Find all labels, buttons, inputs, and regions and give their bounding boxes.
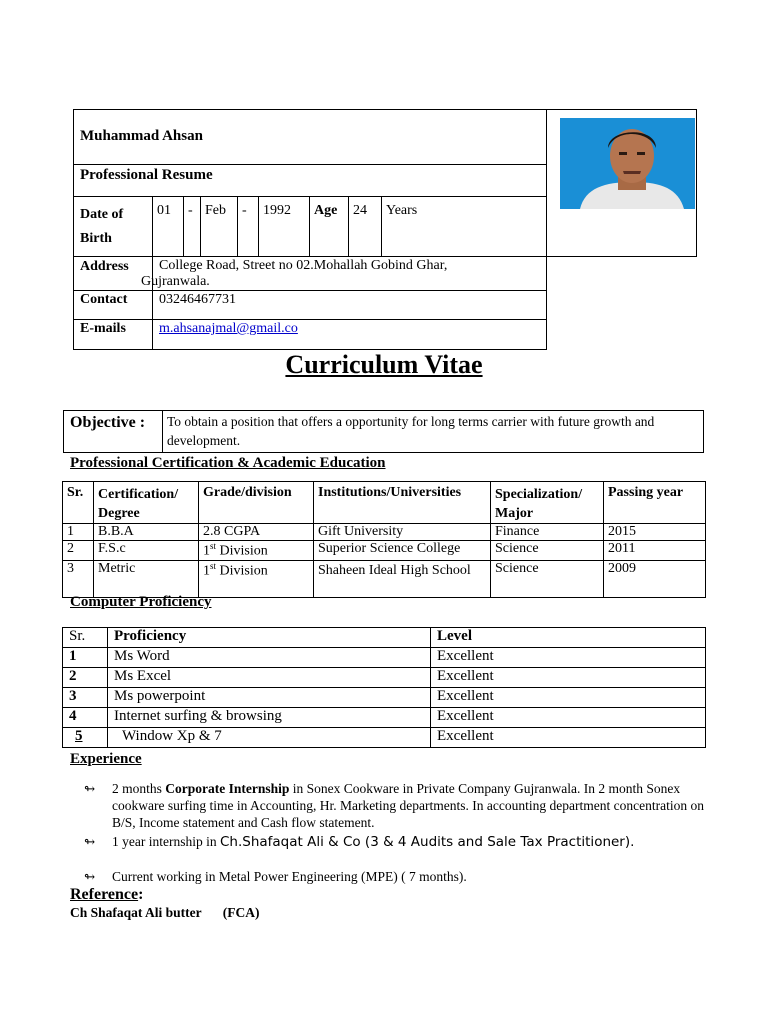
cp-skill: Window Xp & 7 — [108, 728, 431, 748]
edu-header-major-label: Specialization/ Major — [495, 487, 583, 521]
cp-header-sr: Sr. — [63, 628, 108, 648]
cp-header-skill-label: Proficiency — [114, 628, 187, 644]
computer-heading: Computer Proficiency — [70, 594, 212, 610]
edu-header-year-label: Passing year — [608, 485, 684, 500]
edu-header-year — [604, 482, 706, 524]
edu-grade-cell — [199, 541, 314, 561]
cp-sr-cell — [63, 728, 108, 748]
address-line1: College Road, Street no 02.Mohallah Gobind Ghar, — [159, 258, 448, 273]
address-label: Address — [80, 259, 129, 274]
table-row — [63, 708, 706, 728]
contact-value: 03246467731 — [153, 291, 547, 320]
exp1-bold: Corporate Internship — [165, 781, 290, 796]
name-cell — [74, 110, 547, 165]
table-row — [63, 524, 706, 541]
edu-header-grade-label: Grade/division — [203, 485, 292, 500]
cp-level: Excellent — [431, 668, 706, 688]
objective-text: To obtain a position that offers a opportunity for long terms carrier with future growth and development. — [163, 411, 704, 453]
cp-sr-cell — [63, 708, 108, 728]
cp-level: Excellent — [431, 728, 706, 748]
age-unit: Years — [382, 197, 547, 257]
edu-grade-rest: Division — [216, 563, 268, 579]
reference-heading: Reference — [70, 886, 139, 903]
edu-header-degree-label: Certification/ Degree — [98, 487, 179, 521]
reference-title: (FCA) — [222, 905, 260, 920]
experience-text-2 — [112, 833, 672, 851]
reference-name: Ch Shafaqat Ali butter — [70, 905, 202, 920]
header-table — [73, 109, 547, 350]
table-row — [63, 728, 706, 748]
cp-skill: Ms Word — [108, 648, 431, 668]
reference-colon: : — [138, 886, 144, 903]
edu-header-grade — [199, 482, 314, 524]
edu-grade-sup: st — [210, 541, 217, 551]
edu-major: Science — [491, 541, 604, 561]
objective-table — [63, 410, 704, 453]
table-row — [63, 648, 706, 668]
contact-label-cell — [74, 291, 153, 320]
edu-grade-rest: Division — [216, 543, 268, 559]
age-label-cell — [310, 197, 349, 257]
bullet-arrow-icon: ↬ — [84, 869, 95, 884]
cp-sr: 4 — [69, 708, 77, 724]
cp-skill: Internet surfing & browsing — [108, 708, 431, 728]
address-line2: Gujranwala. — [141, 274, 210, 289]
edu-grade-sup: st — [210, 560, 217, 571]
experience-item-1 — [84, 780, 708, 831]
bullet-arrow-icon: ↬ — [84, 781, 95, 796]
reference-line — [70, 905, 260, 921]
experience-text-1 — [112, 780, 708, 831]
edu-major: Science — [491, 560, 604, 597]
cp-sr-cell — [63, 648, 108, 668]
resume-subtitle: Professional Resume — [80, 167, 213, 183]
portrait-svg — [560, 118, 695, 209]
table-row — [63, 668, 706, 688]
cp-sr-cell — [63, 668, 108, 688]
cp-level: Excellent — [431, 688, 706, 708]
age-label: Age — [314, 203, 338, 218]
objective-label-cell — [64, 411, 163, 453]
exp1-post: in Sonex Cookware in Private Company Gujranwala. In 2 month Sonex cookware surfing time in Accounting, Hr. Marketing departments. In accounting department concentration on B/S, Income statement and Cash flow statement. — [112, 781, 704, 830]
dob-day: 01 — [153, 197, 184, 257]
candidate-name: Muhammad Ahsan — [80, 128, 203, 144]
cp-sr: 5 — [75, 728, 83, 744]
edu-sr: 2 — [63, 541, 94, 561]
edu-grade: 2.8 CGPA — [199, 524, 314, 541]
education-heading: Professional Certification & Academic Education — [70, 455, 386, 471]
exp2-sans: Ch.Shafaqat Ali & Co (3 & 4 Audits and Sale Tax Practitioner). — [219, 834, 635, 850]
computer-table — [62, 627, 706, 748]
edu-grade: 1 — [203, 563, 210, 579]
edu-header-inst-label: Institutions/Universities — [318, 485, 462, 500]
reference-heading-wrap — [70, 886, 143, 904]
contact-label: Contact — [80, 292, 128, 307]
edu-year: 2011 — [604, 541, 706, 561]
cp-header-level — [431, 628, 706, 648]
edu-header-sr-label: Sr. — [67, 485, 84, 500]
cv-title: Curriculum Vitae — [285, 350, 483, 379]
edu-major: Finance — [491, 524, 604, 541]
edu-inst: Superior Science College — [314, 541, 491, 561]
edu-grade: 1 — [203, 543, 210, 559]
experience-item-2 — [84, 833, 708, 851]
edu-sr: 1 — [63, 524, 94, 541]
education-table — [62, 481, 706, 598]
table-row — [63, 688, 706, 708]
exp1-pre: 2 months — [112, 781, 166, 796]
experience-item-3 — [84, 868, 708, 885]
profile-photo — [560, 118, 695, 209]
cp-skill: Ms Excel — [108, 668, 431, 688]
cp-level: Excellent — [431, 648, 706, 668]
objective-label: Objective : — [70, 414, 146, 431]
edu-degree: B.B.A — [94, 524, 199, 541]
cp-sr: 3 — [69, 688, 77, 704]
cp-sr-cell — [63, 688, 108, 708]
edu-year: 2009 — [604, 560, 706, 597]
cp-level: Excellent — [431, 708, 706, 728]
table-row — [63, 541, 706, 561]
subtitle-cell — [74, 165, 547, 197]
edu-header-degree — [94, 482, 199, 524]
dob-sep1: - — [184, 197, 201, 257]
dob-year: 1992 — [259, 197, 310, 257]
edu-sr: 3 — [63, 560, 94, 597]
email-link[interactable]: m.ahsanajmal@gmail.co — [159, 321, 298, 336]
edu-degree: Metric — [94, 560, 199, 597]
emails-label: E-mails — [80, 321, 126, 336]
edu-header-major — [491, 482, 604, 524]
edu-header-sr — [63, 482, 94, 524]
experience-heading: Experience — [70, 751, 142, 767]
edu-grade-cell — [199, 560, 314, 597]
exp2-pre: 1 year internship in — [112, 834, 220, 849]
cp-sr: 1 — [69, 648, 77, 664]
emails-label-cell — [74, 320, 153, 350]
bullet-arrow-icon: ↬ — [84, 834, 95, 849]
edu-inst: Shaheen Ideal High School — [314, 560, 491, 597]
table-row — [63, 560, 706, 597]
edu-inst: Gift University — [314, 524, 491, 541]
cp-header-level-label: Level — [437, 628, 472, 644]
experience-text-3: Current working in Metal Power Engineering (MPE) ( 7 months). — [112, 869, 467, 884]
age-value: 24 — [349, 197, 382, 257]
email-cell — [153, 320, 547, 350]
edu-year: 2015 — [604, 524, 706, 541]
dob-sep2: - — [238, 197, 259, 257]
dob-label: Date of Birth — [80, 207, 124, 246]
cp-sr: 2 — [69, 668, 77, 684]
dob-label-cell — [74, 197, 153, 257]
dob-month: Feb — [201, 197, 238, 257]
edu-degree: F.S.c — [94, 541, 199, 561]
cp-header-skill — [108, 628, 431, 648]
cp-skill: Ms powerpoint — [108, 688, 431, 708]
address-value-cell — [141, 257, 547, 291]
edu-header-inst — [314, 482, 491, 524]
